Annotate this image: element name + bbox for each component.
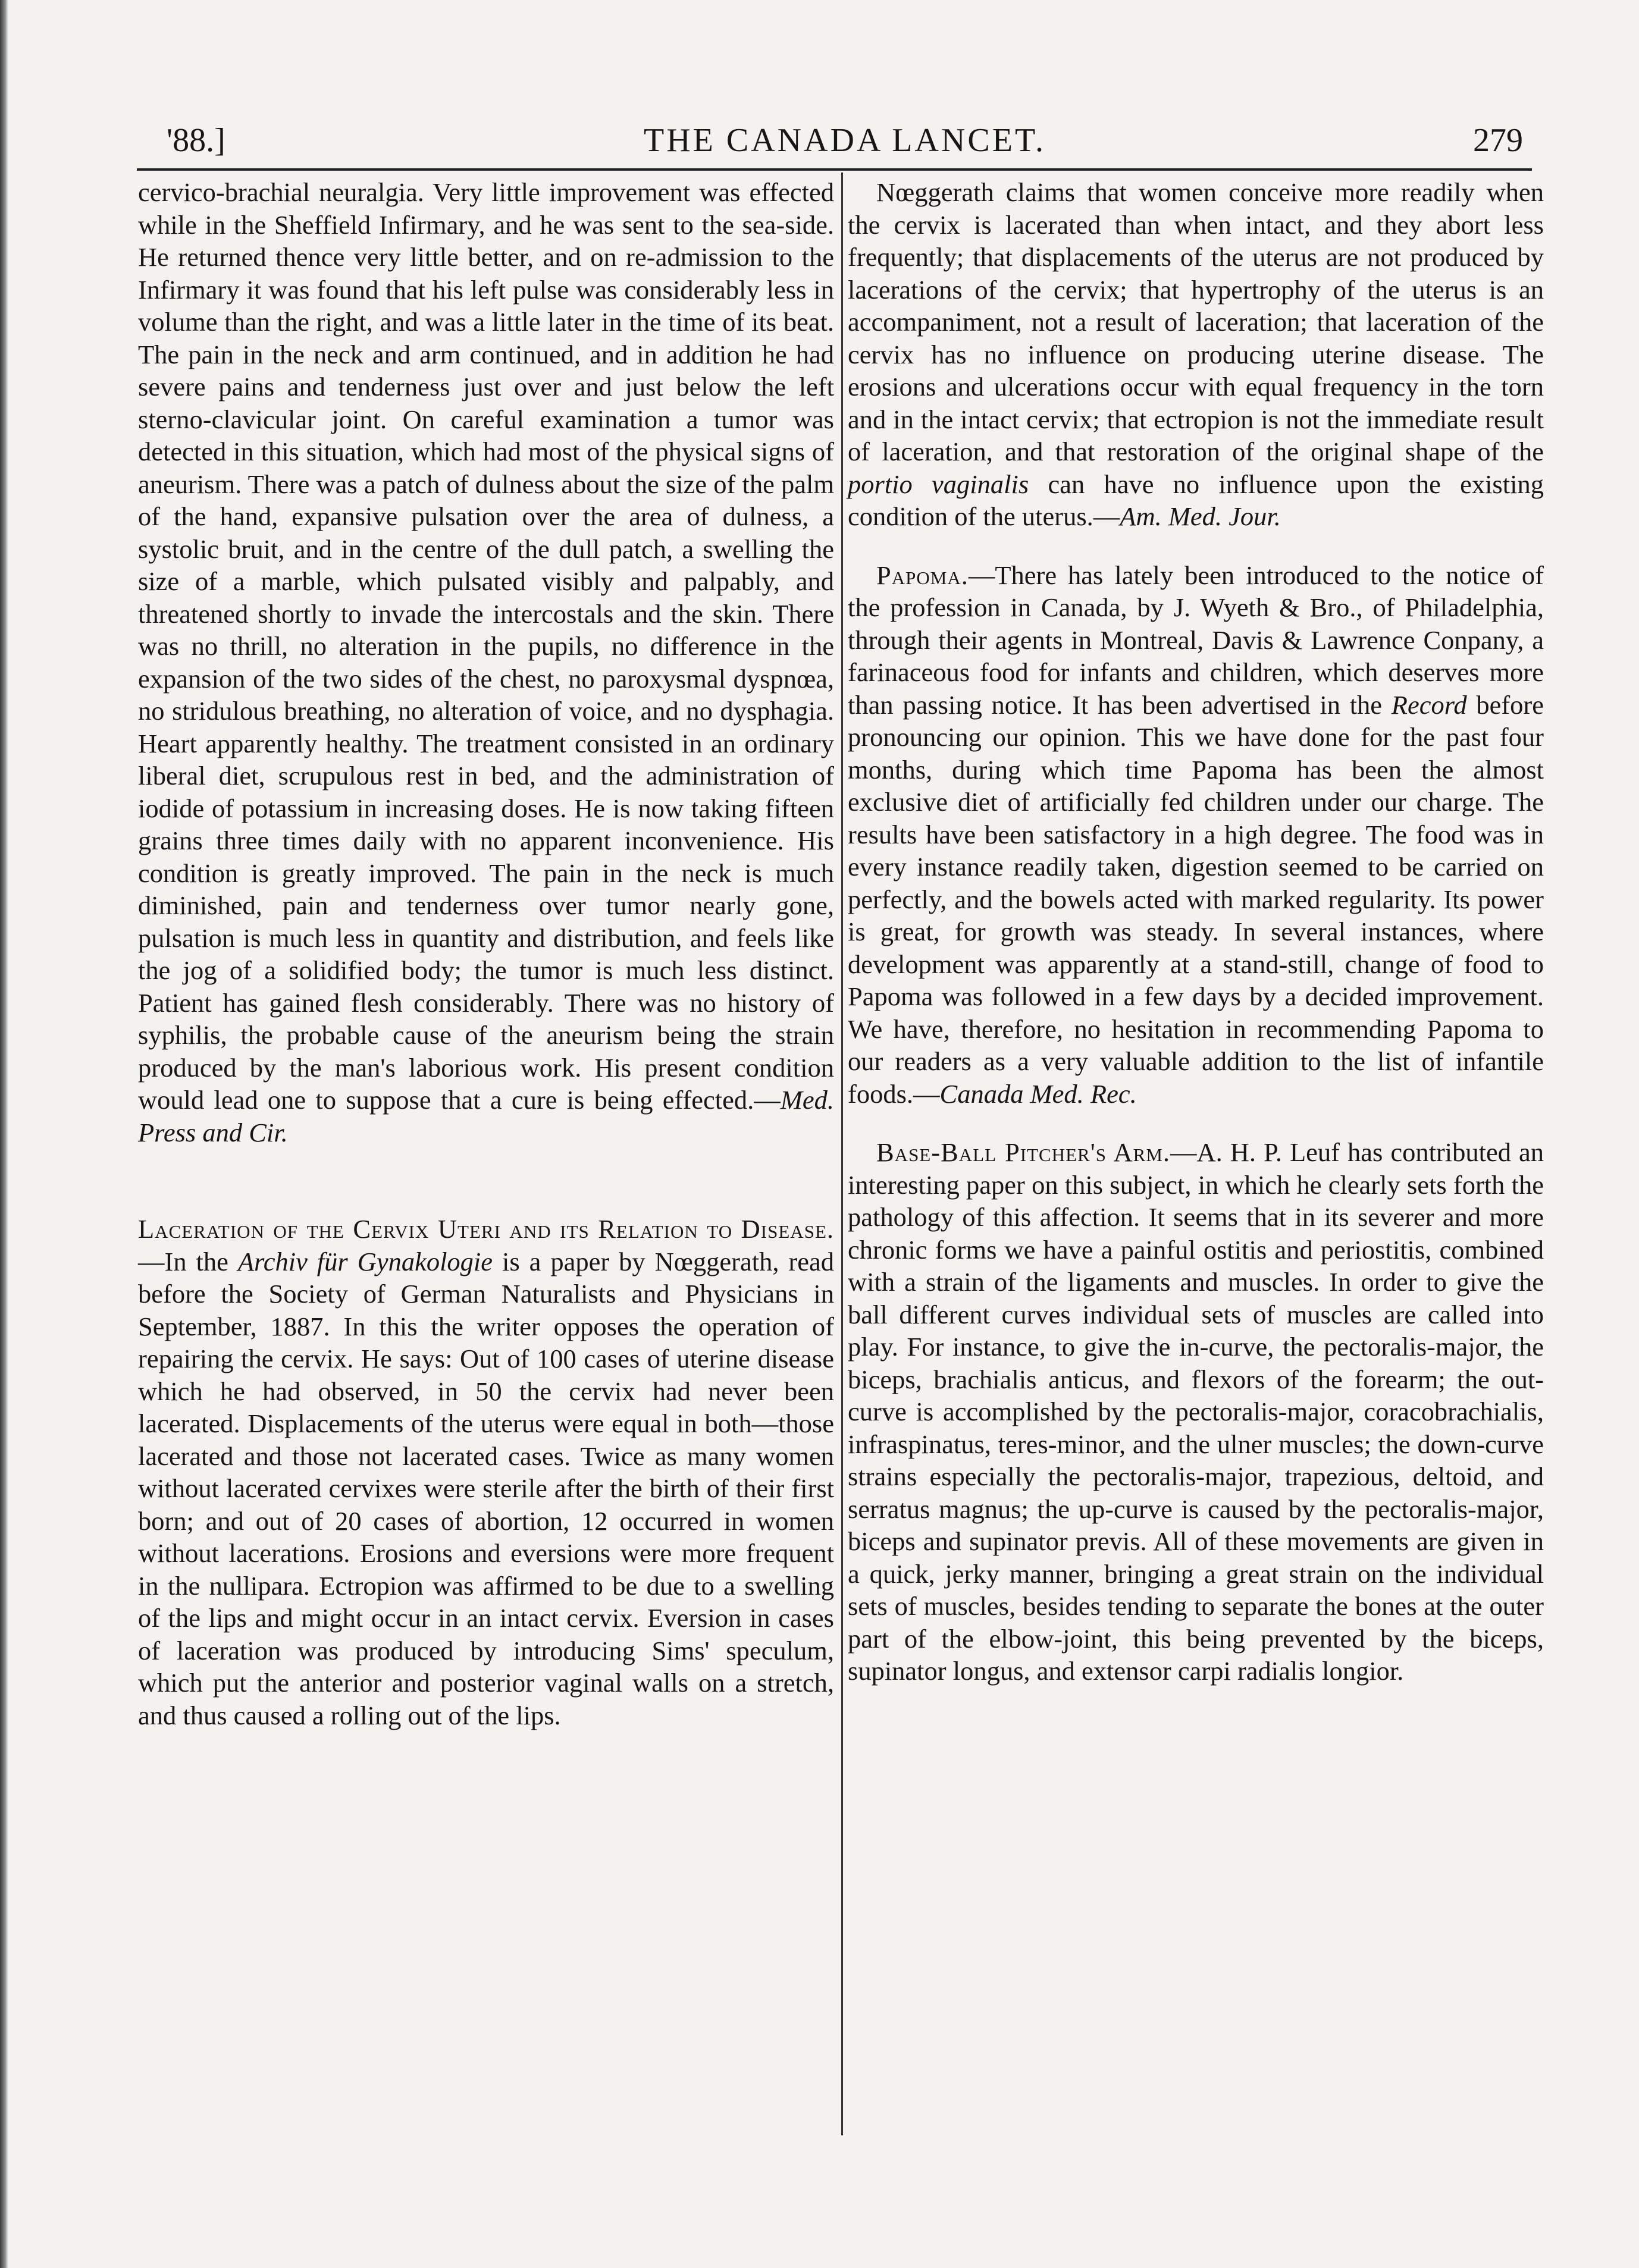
archiv-journal-title: Archiv für Gynakologie <box>237 1246 493 1276</box>
papoma-heading: Papoma. <box>876 560 969 590</box>
baseball-heading: Base-Ball Pitcher's Arm. <box>876 1137 1171 1167</box>
journal-title: THE CANADA LANCET. <box>643 122 1046 159</box>
running-header <box>167 117 1523 164</box>
page-binding-edge <box>0 0 8 2268</box>
column-divider <box>841 172 843 2135</box>
page-number: 279 <box>1473 122 1523 159</box>
laceration-article: Laceration of the Cervix Uteri and its Relation to Disease.—In the Archiv für Gynakologie is a paper by Nœggerath, read before the Society of German Naturalists and Physicians in September, 1887. In this the writer opposes the operation of repairing the cervix. He says: Out of 100 cases of uterine disease which he had observed, in 50 the cervix had never been lacerated. Displacements of the uterus were equal in both—those lacerated and those not lacerated cases. Twice as many women without lacerated cervixes were sterile after the birth of their first born; and out of 20 cases of abortion, 12 occurred in women without lacerations. Erosions and eversions were more frequent in the nullipara. Ectropion was affirmed to be due to a swelling of the lips and might occur in an intact cervix. Eversion in cases of laceration was produced by introducing Sims' speculum, which put the anterior and posterior vaginal walls on a stretch, and thus caused a rolling out of the lips. <box>138 1214 834 1730</box>
noeggerath-source: Am. Med. Jour. <box>1120 501 1281 531</box>
laceration-heading: Laceration of the Cervix Uteri and its Relation to Disease. <box>138 1214 834 1244</box>
noeggerath-paragraph: Nœggerath claims that women conceive more readily when the cervix is lacerated than when intact, and they abort less frequently; that displacements of the uterus are not produced by lacerations of the cervix; that hypertrophy of the uterus is an accompaniment, not a result of laceration; that laceration of the cervix has no influence on producing uterine disease. The erosions and ulcerations occur with equal frequency in the torn and in the intact cervix; that ectropion is not the immediate result of laceration, and that restoration of the original shape of the portio vaginalis can have no influence upon the existing condition of the uterus.—Am. Med. Jour. <box>848 177 1544 531</box>
header-year: '88.] <box>167 122 225 159</box>
papoma-source: Canada Med. Rec. <box>939 1078 1137 1109</box>
papoma-article: Papoma.—There has lately been introduced to the notice of the profession in Canada, by J. Wyeth & Bro., of Philadelphia, through their agents in Montreal, Davis & Lawrence Conpany, a farinaceous food for infants and children, which deserves more than passing notice. It has been advertised in the Record before pronouncing our opinion. This we have done for the past four months, during which time Papoma has been the almost exclusive diet of artificially fed children under our charge. The results have been satisfactory in a high degree. The food was in every instance readily taken, digestion seemed to be carried on perfectly, and the bowels acted with marked regularity. Its power is great, for growth was steady. In several instances, where development was apparently at a stand-still, change of food to Papoma was followed in a few days by a decided improvement. We have, therefore, no hesitation in recommending Papoma to our readers as a very valuable addition to the list of infantile foods.—Canada Med. Rec. <box>848 560 1544 1109</box>
baseball-article: Base-Ball Pitcher's Arm.—A. H. P. Leuf has contributed an interesting paper on this subject, in which he clearly sets forth the pathology of this affection. It seems that in its severer and more chronic forms we have a painful ostitis and periostitis, combined with a strain of the ligaments and muscles. In order to give the ball different curves individual sets of muscles are called into play. For instance, to give the in-curve, the pectoralis-major, the biceps, brachialis anticus, and flexors of the forearm; the out-curve is accomplished by the pectoralis-major, coracobrachialis, infraspinatus, teres-minor, and the ulner muscles; the down-curve strains especially the pectoralis-major, trapezious, deltoid, and serratus magnus; the up-curve is caused by the pectoralis-major, biceps and supinator previs. All of these movements are given in a quick, jerky manner, bringing a great strain on the individual sets of muscles, besides tending to separate the bones at the outer part of the elbow-joint, this being prevented by the biceps, supinator longus, and extensor carpi radialis longior. <box>848 1137 1544 1686</box>
left-column <box>138 176 834 1731</box>
aneurism-source: Med. Press and Cir. <box>138 1085 834 1147</box>
right-column <box>848 176 1544 1687</box>
header-rule <box>137 168 1532 171</box>
aneurism-paragraph: cervico-brachial neuralgia. Very little improvement was effected while in the Sheffield Infirmary, and he was sent to the sea-side. He returned thence very little better, and on re-admission to the Infirmary it was found that his left pulse was considerably less in volume than the right, and was a little later in the time of its beat. The pain in the neck and arm continued, and in addition he had severe pains and tenderness just over and just below the left sterno-clavicular joint. On careful examination a tumor was detected in this situation, which had most of the physical signs of aneurism. There was a patch of dulness about the size of the palm of the hand, expansive pulsation over the area of dulness, a systolic bruit, and in the centre of the dull patch, a swelling the size of a marble, which pulsated visibly and palpably, and threatened shortly to invade the intercostals and the skin. There was no thrill, no alteration in the pupils, no difference in the expansion of the two sides of the chest, no paroxysmal dyspnœa, no stridulous breathing, no alteration of voice, and no dysphagia. Heart apparently healthy. The treatment consisted in an ordinary liberal diet, scrupulous rest in bed, and the administration of iodide of potassium in increasing doses. He is now taking fifteen grains three times daily with no apparent inconvenience. His condition is greatly improved. The pain in the neck is much diminished, pain and tenderness over tumor nearly gone, pulsation is much less in quantity and distribution, and feels like the jog of a solidified body; the tumor is much less distinct. Patient has gained flesh considerably. There was no history of syphilis, the probable cause of the aneurism being the strain produced by the man's laborious work. His present condition would lead one to suppose that a cure is being effected.—Med. Press and Cir. <box>138 177 834 1147</box>
